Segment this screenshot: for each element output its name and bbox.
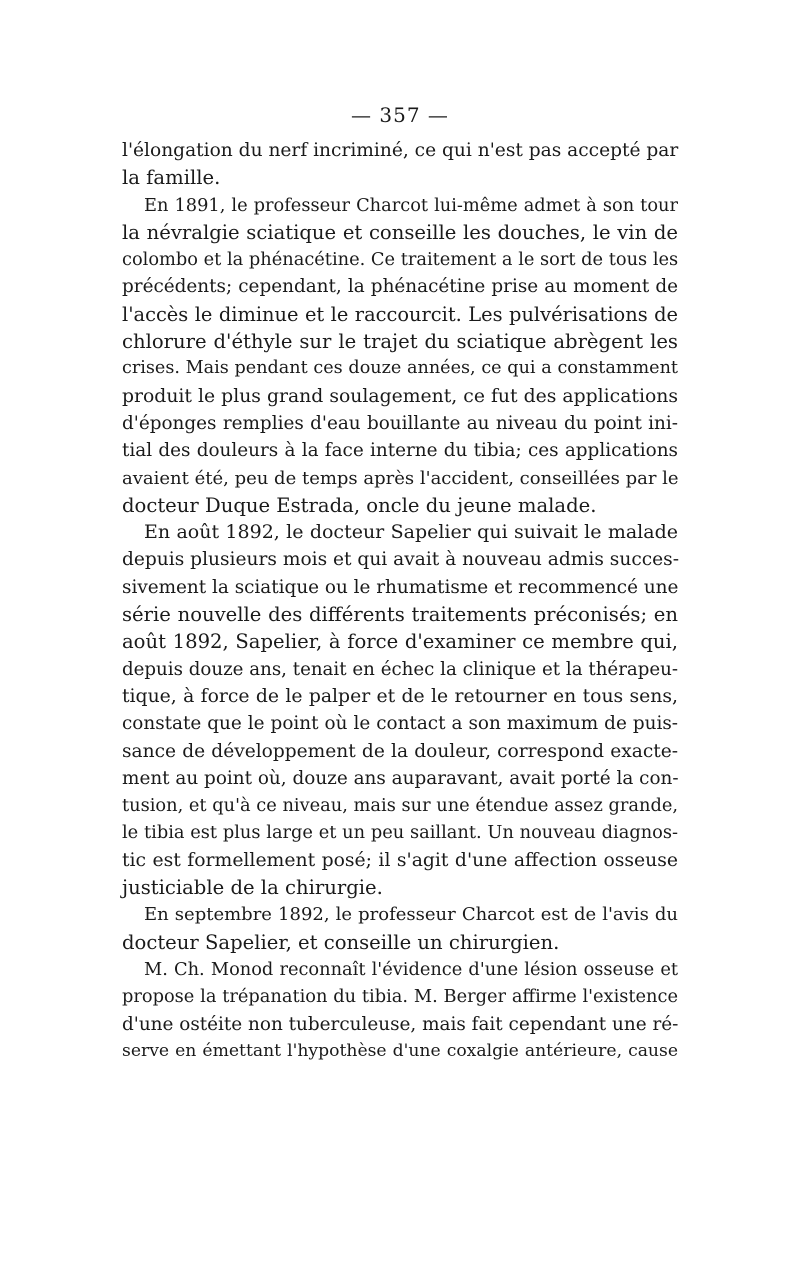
text-line: tic est formellement posé; il s'agit d'une affection osseuse: [122, 849, 678, 871]
text-line: l'accès le diminue et le raccourcit. Les pulvérisations de: [122, 302, 678, 326]
page-number: — 357 —: [351, 103, 449, 127]
text-line: serve en émettant l'hypothèse d'une coxalgie antérieure, cause: [122, 1040, 678, 1061]
text-line: depuis plusieurs mois et qui avait à nouveau admis succes-: [122, 549, 679, 571]
text-line: produit le plus grand soulagement, ce fut des applications: [122, 385, 678, 407]
text-line: docteur Duque Estrada, oncle du jeune malade.: [122, 493, 597, 517]
text-line: docteur Sapelier, et conseille un chirurgien.: [122, 930, 560, 954]
text-line: précédents; cependant, la phénacétine prise au moment de: [122, 276, 678, 298]
text-line: l'élongation du nerf incriminé, ce qui n'est pas accepté par: [122, 140, 679, 161]
text-line: d'éponges remplies d'eau bouillante au niveau du point ini-: [122, 412, 678, 434]
text-line: constate que le point où le contact a son maximum de puis-: [122, 713, 678, 735]
text-line: chlorure d'éthyle sur le trajet du sciatique abrègent les: [122, 330, 678, 354]
text-line: justiciable de la chirurgie.: [122, 876, 383, 900]
text-line: tial des douleurs à la face interne du tibia; ces applications: [122, 440, 678, 462]
text-line: la névralgie sciatique et conseille les douches, le vin de: [122, 220, 678, 244]
text-line: août 1892, Sapelier, à force d'examiner ce membre qui,: [122, 630, 678, 654]
text-line: série nouvelle des différents traitements préconisés; en: [122, 603, 678, 627]
body-text: [122, 137, 678, 1065]
text-line: tusion, et qu'à ce niveau, mais sur une étendue assez grande,: [122, 795, 678, 817]
text-line: En 1891, le professeur Charcot lui-même admet à son tour: [144, 194, 678, 216]
text-line: sivement la sciatique ou le rhumatisme et recommencé une: [122, 576, 679, 598]
text-line: d'une ostéite non tuberculeuse, mais fait cependant une ré-: [122, 1013, 679, 1035]
text-line: avaient été, peu de temps après l'accident, conseillées par le: [122, 467, 679, 489]
text-line: tique, à force de le palper et de le retourner en tous sens,: [122, 685, 678, 707]
text-line: En septembre 1892, le professeur Charcot est de l'avis du: [144, 904, 678, 926]
text-line: crises. Mais pendant ces douze années, ce qui a constamment: [122, 358, 678, 379]
text-line: le tibia est plus large et un peu saillant. Un nouveau diagnos-: [122, 822, 678, 844]
text-line: En août 1892, le docteur Sapelier qui suivait le malade: [144, 521, 678, 544]
text-line: la famille.: [122, 166, 221, 190]
text-line: ment au point où, douze ans auparavant, avait porté la con-: [122, 767, 679, 789]
text-line: colombo et la phénacétine. Ce traitement a le sort de tous les: [122, 249, 679, 271]
text-line: depuis douze ans, tenait en échec la clinique et la thérapeu-: [122, 658, 678, 680]
text-line: M. Ch. Monod reconnaît l'évidence d'une lésion osseuse et: [144, 958, 678, 980]
text-line: sance de développement de la douleur, correspond exacte-: [122, 740, 678, 762]
text-line: propose la trépanation du tibia. M. Berger affirme l'existence: [122, 986, 678, 1008]
